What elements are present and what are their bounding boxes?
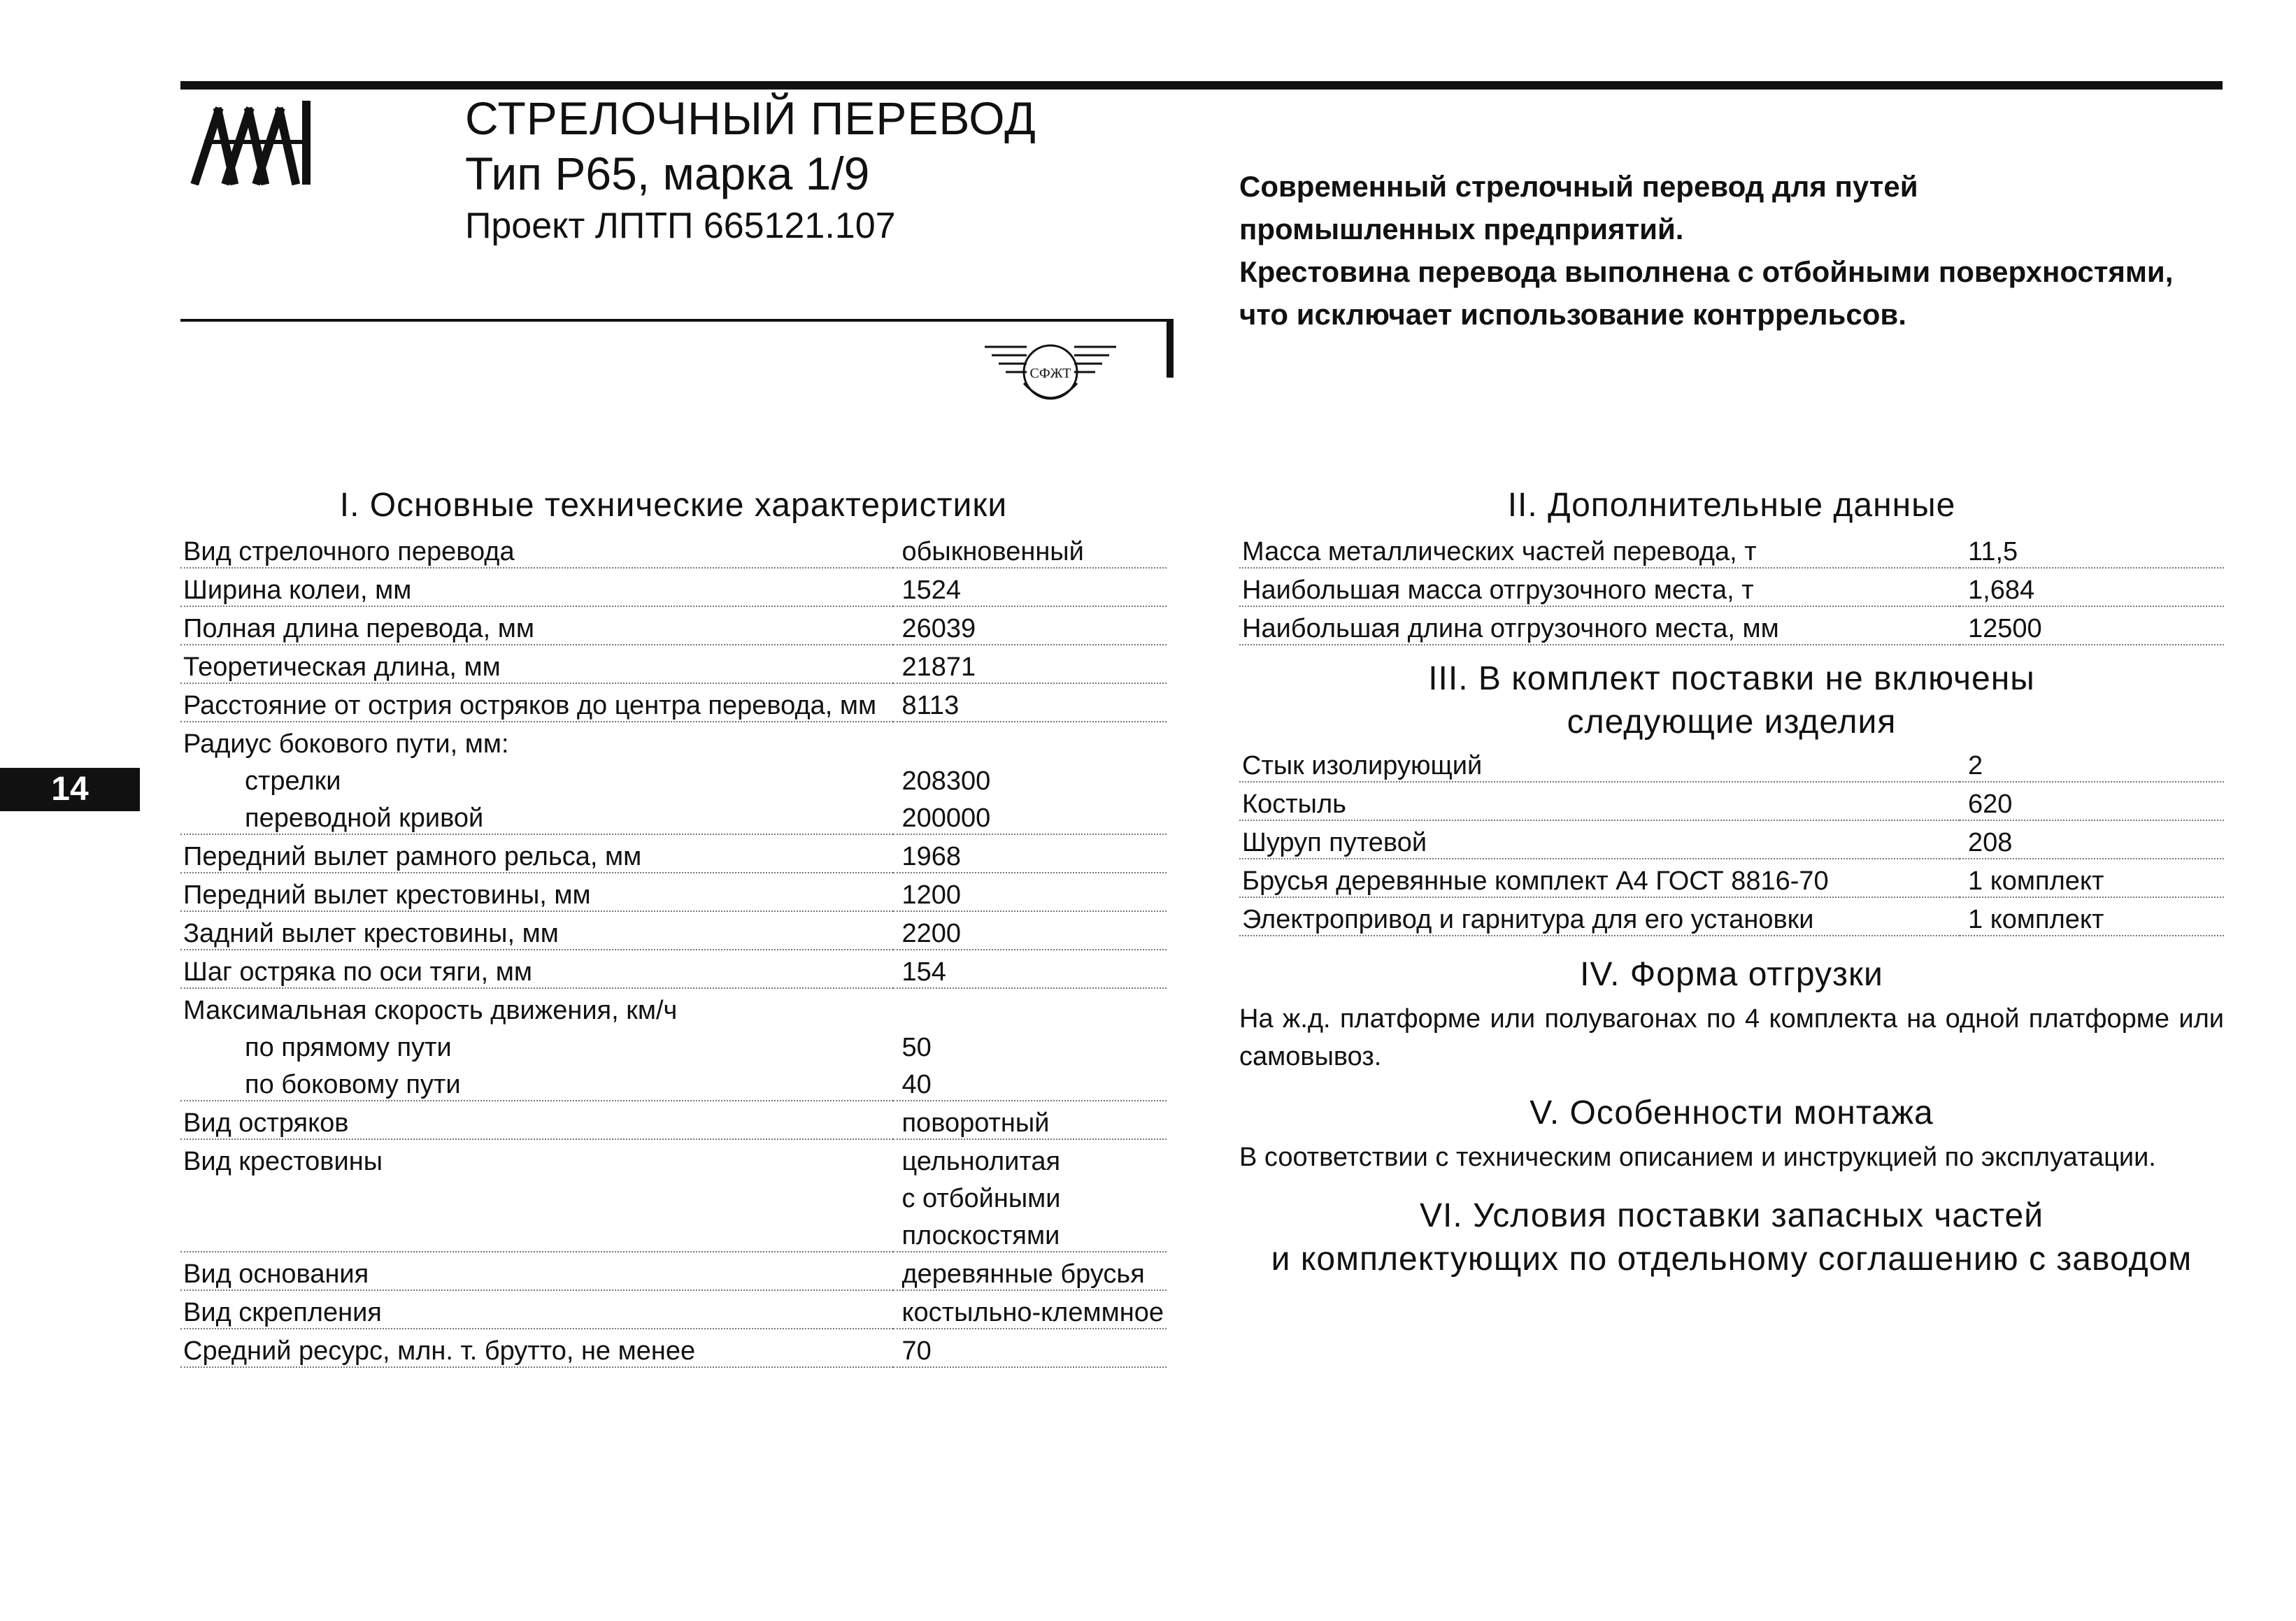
subtitle-rule — [180, 319, 1174, 322]
intro-text — [1239, 165, 2246, 336]
table-row — [180, 759, 1167, 797]
page-number: 14 — [0, 768, 140, 811]
row-value: 1524 — [893, 568, 1167, 606]
table-row — [180, 1101, 1167, 1139]
row-label: Теоретическая длина, мм — [180, 645, 893, 683]
row-label: Передний вылет рамного рельса, мм — [180, 834, 893, 873]
table-row — [180, 1290, 1167, 1329]
row-label: Задний вылет крестовины, мм — [180, 911, 893, 950]
section-heading: I. Основные технические характеристики — [339, 487, 1008, 524]
row-label: Передний вылет крестовины, мм — [180, 873, 893, 911]
table-row — [180, 1139, 1167, 1177]
row-label: Вид крестовины — [183, 1147, 383, 1176]
row-value: цельнолитая — [901, 1147, 1061, 1176]
row-label: Электропривод и гарнитура для его установки — [1239, 897, 1960, 936]
table-row — [180, 834, 1167, 873]
intro-line: что исключает использование контррельсов. — [1239, 298, 1906, 331]
row-value: 208 — [1960, 820, 2224, 859]
row-value — [893, 722, 1167, 759]
row-label: Полная длина перевода, мм — [180, 606, 893, 645]
row-label: Максимальная скорость движения, км/ч — [183, 996, 678, 1025]
shipping-form-text: На ж.д. платформе или полувагонах по 4 комплекта на одной платформе или самовывоз. — [1239, 1004, 2224, 1071]
table-row — [1239, 606, 2224, 645]
section-excluded-items — [1239, 657, 2224, 936]
row-label: по прямому пути — [245, 1033, 452, 1062]
row-label: Вид основания — [180, 1252, 893, 1290]
row-value: 208300 — [901, 766, 991, 796]
row-value: 200000 — [893, 797, 1167, 834]
table-row — [1239, 744, 2224, 782]
row-value: 12500 — [1960, 606, 2224, 645]
row-label: Вид остряков — [180, 1101, 893, 1139]
table-row — [1239, 859, 2224, 897]
table-row — [1239, 782, 2224, 820]
project-number: Проект ЛПТП 665121.107 — [465, 206, 896, 246]
row-value: 11,5 — [1960, 530, 2224, 568]
row-label: Ширина колеи, мм — [180, 568, 893, 606]
table-row — [180, 1252, 1167, 1290]
table-row — [1239, 568, 2224, 606]
row-value: поворотный — [893, 1101, 1167, 1139]
title-block — [465, 91, 1164, 250]
section-spare-parts — [1239, 1194, 2224, 1281]
row-label: Средний ресурс, млн. т. брутто, не менее — [180, 1329, 893, 1367]
basic-specs-table — [180, 530, 1167, 1368]
row-label — [180, 1214, 893, 1252]
row-label — [180, 1177, 893, 1214]
row-value: 8113 — [893, 683, 1167, 722]
table-row — [180, 1329, 1167, 1367]
table-row — [180, 797, 1167, 834]
table-row — [1239, 820, 2224, 859]
section-basic-specs — [180, 481, 1167, 1368]
table-row — [180, 568, 1167, 606]
section-heading: следующие изделия — [1567, 704, 1897, 741]
row-value: 1968 — [893, 834, 1167, 873]
section-heading: IV. Форма отгрузки — [1580, 956, 1883, 993]
subtitle-rule-tick — [1167, 320, 1174, 378]
additional-data-table — [1239, 530, 2224, 645]
installation-text: В соответствии с техническим описанием и инструкцией по эксплуатации. — [1239, 1143, 2156, 1172]
top-rule — [180, 81, 2223, 90]
row-value: 1,684 — [1960, 568, 2224, 606]
document-type: Тип Р65, марка 1/9 — [465, 148, 870, 199]
sfzht-emblem-icon — [982, 334, 1119, 413]
row-value: 1200 — [893, 873, 1167, 911]
row-value: плоскостями — [893, 1214, 1167, 1252]
row-label: Вид скрепления — [180, 1290, 893, 1329]
section-installation — [1239, 1088, 2224, 1176]
row-label: Наибольшая длина отгрузочного места, мм — [1239, 606, 1960, 645]
table-row — [180, 530, 1167, 568]
table-row — [180, 683, 1167, 722]
intro-line: Крестовина перевода выполнена с отбойными поверхностями, — [1239, 255, 2174, 288]
row-label: Стык изолирующий — [1239, 744, 1960, 782]
section-heading: II. Дополнительные данные — [1507, 487, 1956, 524]
row-value: 1 комплект — [1960, 897, 2224, 936]
row-label: Брусья деревянные комплект А4 ГОСТ 8816-70 — [1239, 859, 1960, 897]
table-row — [180, 950, 1167, 988]
row-label: Шуруп путевой — [1239, 820, 1960, 859]
table-row — [1239, 897, 2224, 936]
emblem-text: СФЖТ — [1029, 366, 1071, 381]
table-row — [180, 606, 1167, 645]
table-row — [180, 988, 1167, 1026]
section-heading: III. В комплект поставки не включены — [1428, 660, 2035, 697]
row-value — [893, 988, 1167, 1026]
row-label: Масса металлических частей перевода, т — [1239, 530, 1960, 568]
table-row — [180, 911, 1167, 950]
table-row — [180, 1063, 1167, 1101]
row-label: Наибольшая масса отгрузочного места, т — [1239, 568, 1960, 606]
row-value: 50 — [901, 1033, 932, 1062]
excluded-items-table — [1239, 744, 2224, 936]
section-shipping-form — [1239, 950, 2224, 1076]
row-label: стрелки — [245, 766, 341, 796]
row-value: 620 — [1960, 782, 2224, 820]
row-label: Вид стрелочного перевода — [180, 530, 893, 568]
row-label: по боковому пути — [180, 1063, 893, 1101]
row-value: обыкновенный — [893, 530, 1167, 568]
intro-line: Современный стрелочный перевод для путей — [1239, 170, 1918, 203]
row-value: деревянные брусья — [893, 1252, 1167, 1290]
table-row — [180, 1214, 1167, 1252]
section-heading: V. Особенности монтажа — [1530, 1094, 1934, 1131]
row-value: 2200 — [893, 911, 1167, 950]
row-value: 2 — [1960, 744, 2224, 782]
row-value: 21871 — [893, 645, 1167, 683]
table-row — [180, 1026, 1167, 1063]
row-value: 40 — [893, 1063, 1167, 1101]
row-label: Радиус бокового пути, мм: — [183, 729, 509, 759]
intro-line: промышленных предприятий. — [1239, 213, 1684, 245]
row-label: Шаг остряка по оси тяги, мм — [180, 950, 893, 988]
row-value: с отбойными — [901, 1184, 1061, 1213]
row-label: переводной кривой — [180, 797, 893, 834]
section-heading: и комплектующих по отдельному соглашению с заводом — [1271, 1241, 2192, 1278]
row-label: Расстояние от острия остряков до центра перевода, мм — [180, 683, 893, 722]
row-value: 154 — [893, 950, 1167, 988]
row-value: 70 — [893, 1329, 1167, 1367]
table-row — [180, 645, 1167, 683]
table-row — [1239, 530, 2224, 568]
row-value: 1 комплект — [1960, 859, 2224, 897]
document-title: СТРЕЛОЧНЫЙ ПЕРЕВОД — [465, 92, 1036, 144]
row-value: 26039 — [893, 606, 1167, 645]
row-value: костыльно-клеммное — [893, 1290, 1167, 1329]
table-row — [180, 1177, 1167, 1214]
table-row — [180, 873, 1167, 911]
company-logo — [190, 98, 318, 185]
section-additional-data — [1239, 481, 2224, 645]
section-heading: VI. Условия поставки запасных частей — [1419, 1197, 2044, 1234]
row-label: Костыль — [1239, 782, 1960, 820]
table-row — [180, 722, 1167, 759]
